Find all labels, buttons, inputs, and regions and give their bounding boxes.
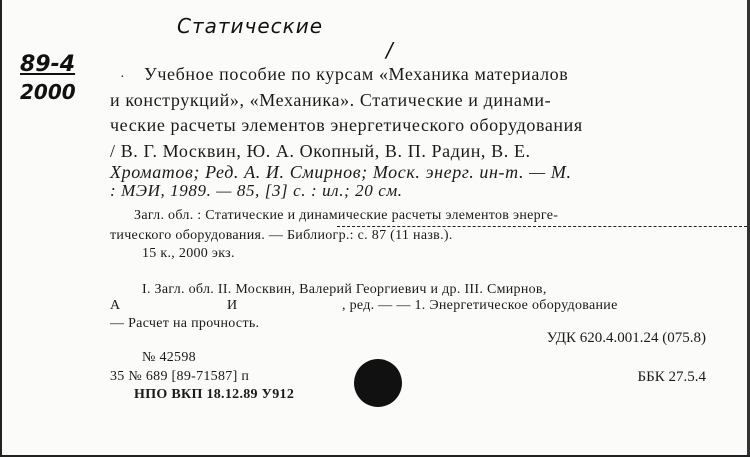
main-line-2: и конструкций», «Механика». Статические и динами- — [110, 90, 552, 110]
footer-npo: НПО ВКП 18.12.89 У912 — [134, 387, 295, 402]
tracing-line-2: , ред. — — 1. Энергетическое оборудование — [342, 298, 618, 313]
footer-number: № 42598 — [142, 350, 196, 365]
main-line-3: ческие расчеты элементов энергетического оборудования — [110, 115, 583, 135]
note-line-2: тического оборудования. — Библиогр.: с. 87 (11 назв.). — [110, 228, 453, 243]
footer-record: 35 № 689 [89-71587] п — [110, 369, 250, 384]
main-line-4: / В. Г. Москвин, Ю. А. Окопный, В. П. Радин, В. Е. — [110, 141, 531, 161]
note-line-1: Загл. обл. : Статические и динамические расчеты элементов энерге- — [134, 208, 559, 223]
tracing-initial-i: И — [227, 298, 238, 313]
main-line-6: : МЭИ, 1989. — 85, [3] с. : ил.; 20 см. — [110, 181, 403, 200]
punch-hole — [354, 359, 402, 407]
handwritten-year: 2000 — [20, 80, 76, 104]
tracing-line-1: I. Загл. обл. II. Москвин, Валерий Георгиевич и др. III. Смирнов, — [142, 282, 547, 297]
handwritten-shelf-code: 89-4 — [20, 52, 76, 77]
bullet-mark: · — [120, 70, 125, 85]
tracing-initial-a: А — [110, 298, 121, 313]
main-line-1: Учебное пособие по курсам «Механика материалов — [144, 64, 569, 84]
udk-code: УДК 620.4.001.24 (075.8) — [546, 330, 706, 346]
note-line-3: 15 к., 2000 экз. — [142, 246, 235, 261]
note-underline — [337, 226, 747, 227]
handwritten-title: Статические — [177, 14, 324, 38]
bbk-code: ББК 27.5.4 — [637, 369, 706, 385]
tracing-line-3: — Расчет на прочность. — [110, 316, 260, 331]
main-line-5b: Хроматов; Ред. А. И. Смирнов; Моск. энерг. ин-т. — М. — [110, 162, 572, 182]
handwritten-slash: / — [386, 38, 393, 62]
